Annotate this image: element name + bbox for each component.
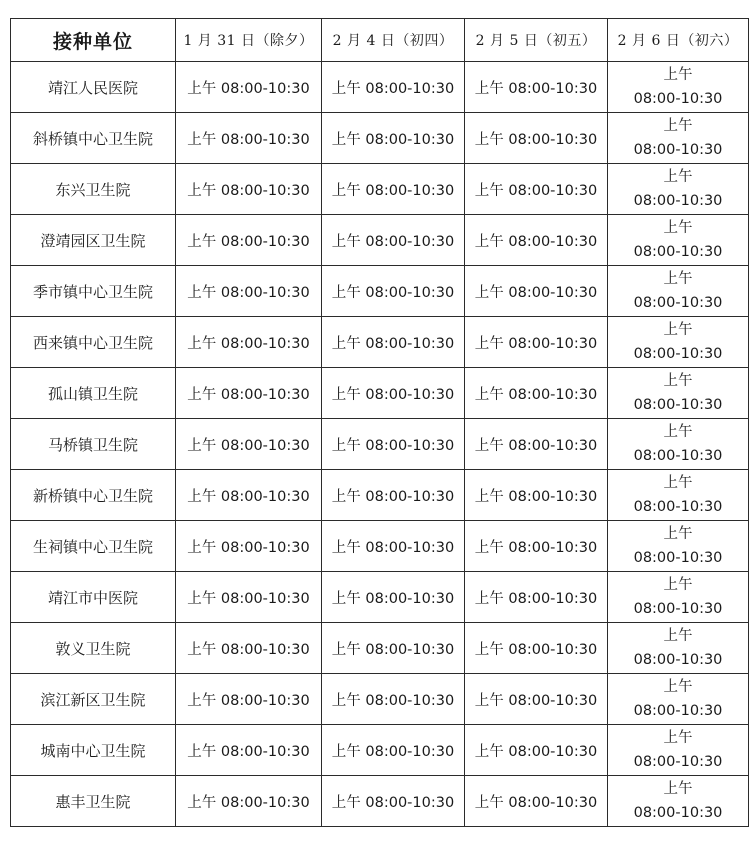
time-cell: 上午 08:00-10:30 xyxy=(465,317,608,368)
time-range-label: 08:00-10:30 xyxy=(633,754,723,770)
unit-name-cell: 新桥镇中心卫生院 xyxy=(11,470,176,521)
time-cell: 上午 08:00-10:30 xyxy=(465,572,608,623)
time-cell: 上午 08:00-10:30 xyxy=(465,368,608,419)
column-header-date: 2 月 4 日（初四） xyxy=(322,19,465,62)
header-row xyxy=(11,19,749,62)
time-cell: 上午 08:00-10:30 xyxy=(322,368,465,419)
time-cell xyxy=(608,776,749,827)
time-range-label: 08:00-10:30 xyxy=(633,91,723,107)
unit-name-cell: 季市镇中心卫生院 xyxy=(11,266,176,317)
time-cell: 上午 08:00-10:30 xyxy=(176,623,322,674)
time-cell: 上午 08:00-10:30 xyxy=(322,164,465,215)
table-header xyxy=(11,19,749,62)
unit-name-cell: 孤山镇卫生院 xyxy=(11,368,176,419)
time-period-label: 上午 xyxy=(663,730,693,746)
time-cell: 上午 08:00-10:30 xyxy=(465,674,608,725)
time-range-label: 08:00-10:30 xyxy=(633,448,723,464)
time-period-label: 上午 xyxy=(663,271,693,287)
time-cell: 上午 08:00-10:30 xyxy=(322,725,465,776)
unit-name-cell: 斜桥镇中心卫生院 xyxy=(11,113,176,164)
time-cell xyxy=(608,470,749,521)
time-cell: 上午 08:00-10:30 xyxy=(176,776,322,827)
time-cell: 上午 08:00-10:30 xyxy=(176,266,322,317)
table-row xyxy=(11,419,749,470)
table-row xyxy=(11,164,749,215)
time-cell: 上午 08:00-10:30 xyxy=(465,776,608,827)
table-row xyxy=(11,215,749,266)
table-row xyxy=(11,266,749,317)
time-cell: 上午 08:00-10:30 xyxy=(465,521,608,572)
time-cell xyxy=(608,674,749,725)
time-cell: 上午 08:00-10:30 xyxy=(176,215,322,266)
time-cell xyxy=(608,62,749,113)
unit-name-cell: 西来镇中心卫生院 xyxy=(11,317,176,368)
unit-name-cell: 澄靖园区卫生院 xyxy=(11,215,176,266)
table-body xyxy=(11,62,749,827)
time-range-label: 08:00-10:30 xyxy=(633,142,723,158)
time-cell xyxy=(608,725,749,776)
time-cell: 上午 08:00-10:30 xyxy=(176,113,322,164)
time-cell: 上午 08:00-10:30 xyxy=(322,317,465,368)
time-range-label: 08:00-10:30 xyxy=(633,805,723,821)
time-cell: 上午 08:00-10:30 xyxy=(322,776,465,827)
table-row xyxy=(11,470,749,521)
time-cell xyxy=(608,113,749,164)
time-range-label: 08:00-10:30 xyxy=(633,295,723,311)
column-header-date: 2 月 6 日（初六） xyxy=(608,19,749,62)
time-cell xyxy=(608,521,749,572)
time-period-label: 上午 xyxy=(663,169,693,185)
time-range-label: 08:00-10:30 xyxy=(633,346,723,362)
time-cell: 上午 08:00-10:30 xyxy=(465,164,608,215)
time-cell: 上午 08:00-10:30 xyxy=(176,419,322,470)
time-range-label: 08:00-10:30 xyxy=(633,601,723,617)
time-cell: 上午 08:00-10:30 xyxy=(176,572,322,623)
time-cell: 上午 08:00-10:30 xyxy=(176,368,322,419)
time-range-label: 08:00-10:30 xyxy=(633,193,723,209)
time-range-label: 08:00-10:30 xyxy=(633,499,723,515)
time-cell: 上午 08:00-10:30 xyxy=(322,623,465,674)
time-cell: 上午 08:00-10:30 xyxy=(465,470,608,521)
time-period-label: 上午 xyxy=(663,781,693,797)
time-cell xyxy=(608,368,749,419)
time-period-label: 上午 xyxy=(663,526,693,542)
time-cell: 上午 08:00-10:30 xyxy=(322,215,465,266)
time-period-label: 上午 xyxy=(663,118,693,134)
time-range-label: 08:00-10:30 xyxy=(633,703,723,719)
column-header-unit: 接种单位 xyxy=(11,19,176,62)
unit-name-cell: 靖江人民医院 xyxy=(11,62,176,113)
table-row xyxy=(11,776,749,827)
time-cell xyxy=(608,572,749,623)
unit-name-cell: 马桥镇卫生院 xyxy=(11,419,176,470)
time-cell: 上午 08:00-10:30 xyxy=(322,419,465,470)
time-period-label: 上午 xyxy=(663,67,693,83)
time-cell xyxy=(608,164,749,215)
time-cell: 上午 08:00-10:30 xyxy=(176,164,322,215)
time-cell xyxy=(608,623,749,674)
time-cell: 上午 08:00-10:30 xyxy=(176,317,322,368)
vaccination-schedule-table xyxy=(10,18,749,827)
time-cell: 上午 08:00-10:30 xyxy=(465,215,608,266)
time-cell: 上午 08:00-10:30 xyxy=(176,674,322,725)
time-cell xyxy=(608,215,749,266)
time-cell: 上午 08:00-10:30 xyxy=(465,419,608,470)
time-period-label: 上午 xyxy=(663,424,693,440)
table-row xyxy=(11,521,749,572)
table-row xyxy=(11,725,749,776)
time-range-label: 08:00-10:30 xyxy=(633,397,723,413)
time-cell: 上午 08:00-10:30 xyxy=(465,113,608,164)
time-cell: 上午 08:00-10:30 xyxy=(322,470,465,521)
table-row xyxy=(11,623,749,674)
time-cell xyxy=(608,419,749,470)
column-header-date: 2 月 5 日（初五） xyxy=(465,19,608,62)
time-cell xyxy=(608,317,749,368)
time-cell: 上午 08:00-10:30 xyxy=(465,623,608,674)
table-row xyxy=(11,368,749,419)
time-cell: 上午 08:00-10:30 xyxy=(465,62,608,113)
unit-name-cell: 靖江市中医院 xyxy=(11,572,176,623)
time-cell xyxy=(608,266,749,317)
time-cell: 上午 08:00-10:30 xyxy=(322,572,465,623)
time-cell: 上午 08:00-10:30 xyxy=(176,521,322,572)
unit-name-cell: 城南中心卫生院 xyxy=(11,725,176,776)
time-cell: 上午 08:00-10:30 xyxy=(322,674,465,725)
time-period-label: 上午 xyxy=(663,220,693,236)
time-range-label: 08:00-10:30 xyxy=(633,550,723,566)
time-range-label: 08:00-10:30 xyxy=(633,652,723,668)
time-cell: 上午 08:00-10:30 xyxy=(176,725,322,776)
time-range-label: 08:00-10:30 xyxy=(633,244,723,260)
table-row xyxy=(11,674,749,725)
time-period-label: 上午 xyxy=(663,373,693,389)
time-period-label: 上午 xyxy=(663,322,693,338)
table-row xyxy=(11,113,749,164)
time-cell: 上午 08:00-10:30 xyxy=(176,62,322,113)
unit-name-cell: 滨江新区卫生院 xyxy=(11,674,176,725)
time-period-label: 上午 xyxy=(663,577,693,593)
time-cell: 上午 08:00-10:30 xyxy=(322,62,465,113)
time-cell: 上午 08:00-10:30 xyxy=(322,521,465,572)
time-cell: 上午 08:00-10:30 xyxy=(322,113,465,164)
time-cell: 上午 08:00-10:30 xyxy=(465,266,608,317)
table-row xyxy=(11,62,749,113)
unit-name-cell: 生祠镇中心卫生院 xyxy=(11,521,176,572)
time-cell: 上午 08:00-10:30 xyxy=(322,266,465,317)
table-row xyxy=(11,572,749,623)
unit-name-cell: 东兴卫生院 xyxy=(11,164,176,215)
time-cell: 上午 08:00-10:30 xyxy=(465,725,608,776)
column-header-date: 1 月 31 日（除夕） xyxy=(176,19,322,62)
time-period-label: 上午 xyxy=(663,475,693,491)
unit-name-cell: 敦义卫生院 xyxy=(11,623,176,674)
time-period-label: 上午 xyxy=(663,679,693,695)
unit-name-cell: 惠丰卫生院 xyxy=(11,776,176,827)
time-period-label: 上午 xyxy=(663,628,693,644)
time-cell: 上午 08:00-10:30 xyxy=(176,470,322,521)
table-row xyxy=(11,317,749,368)
